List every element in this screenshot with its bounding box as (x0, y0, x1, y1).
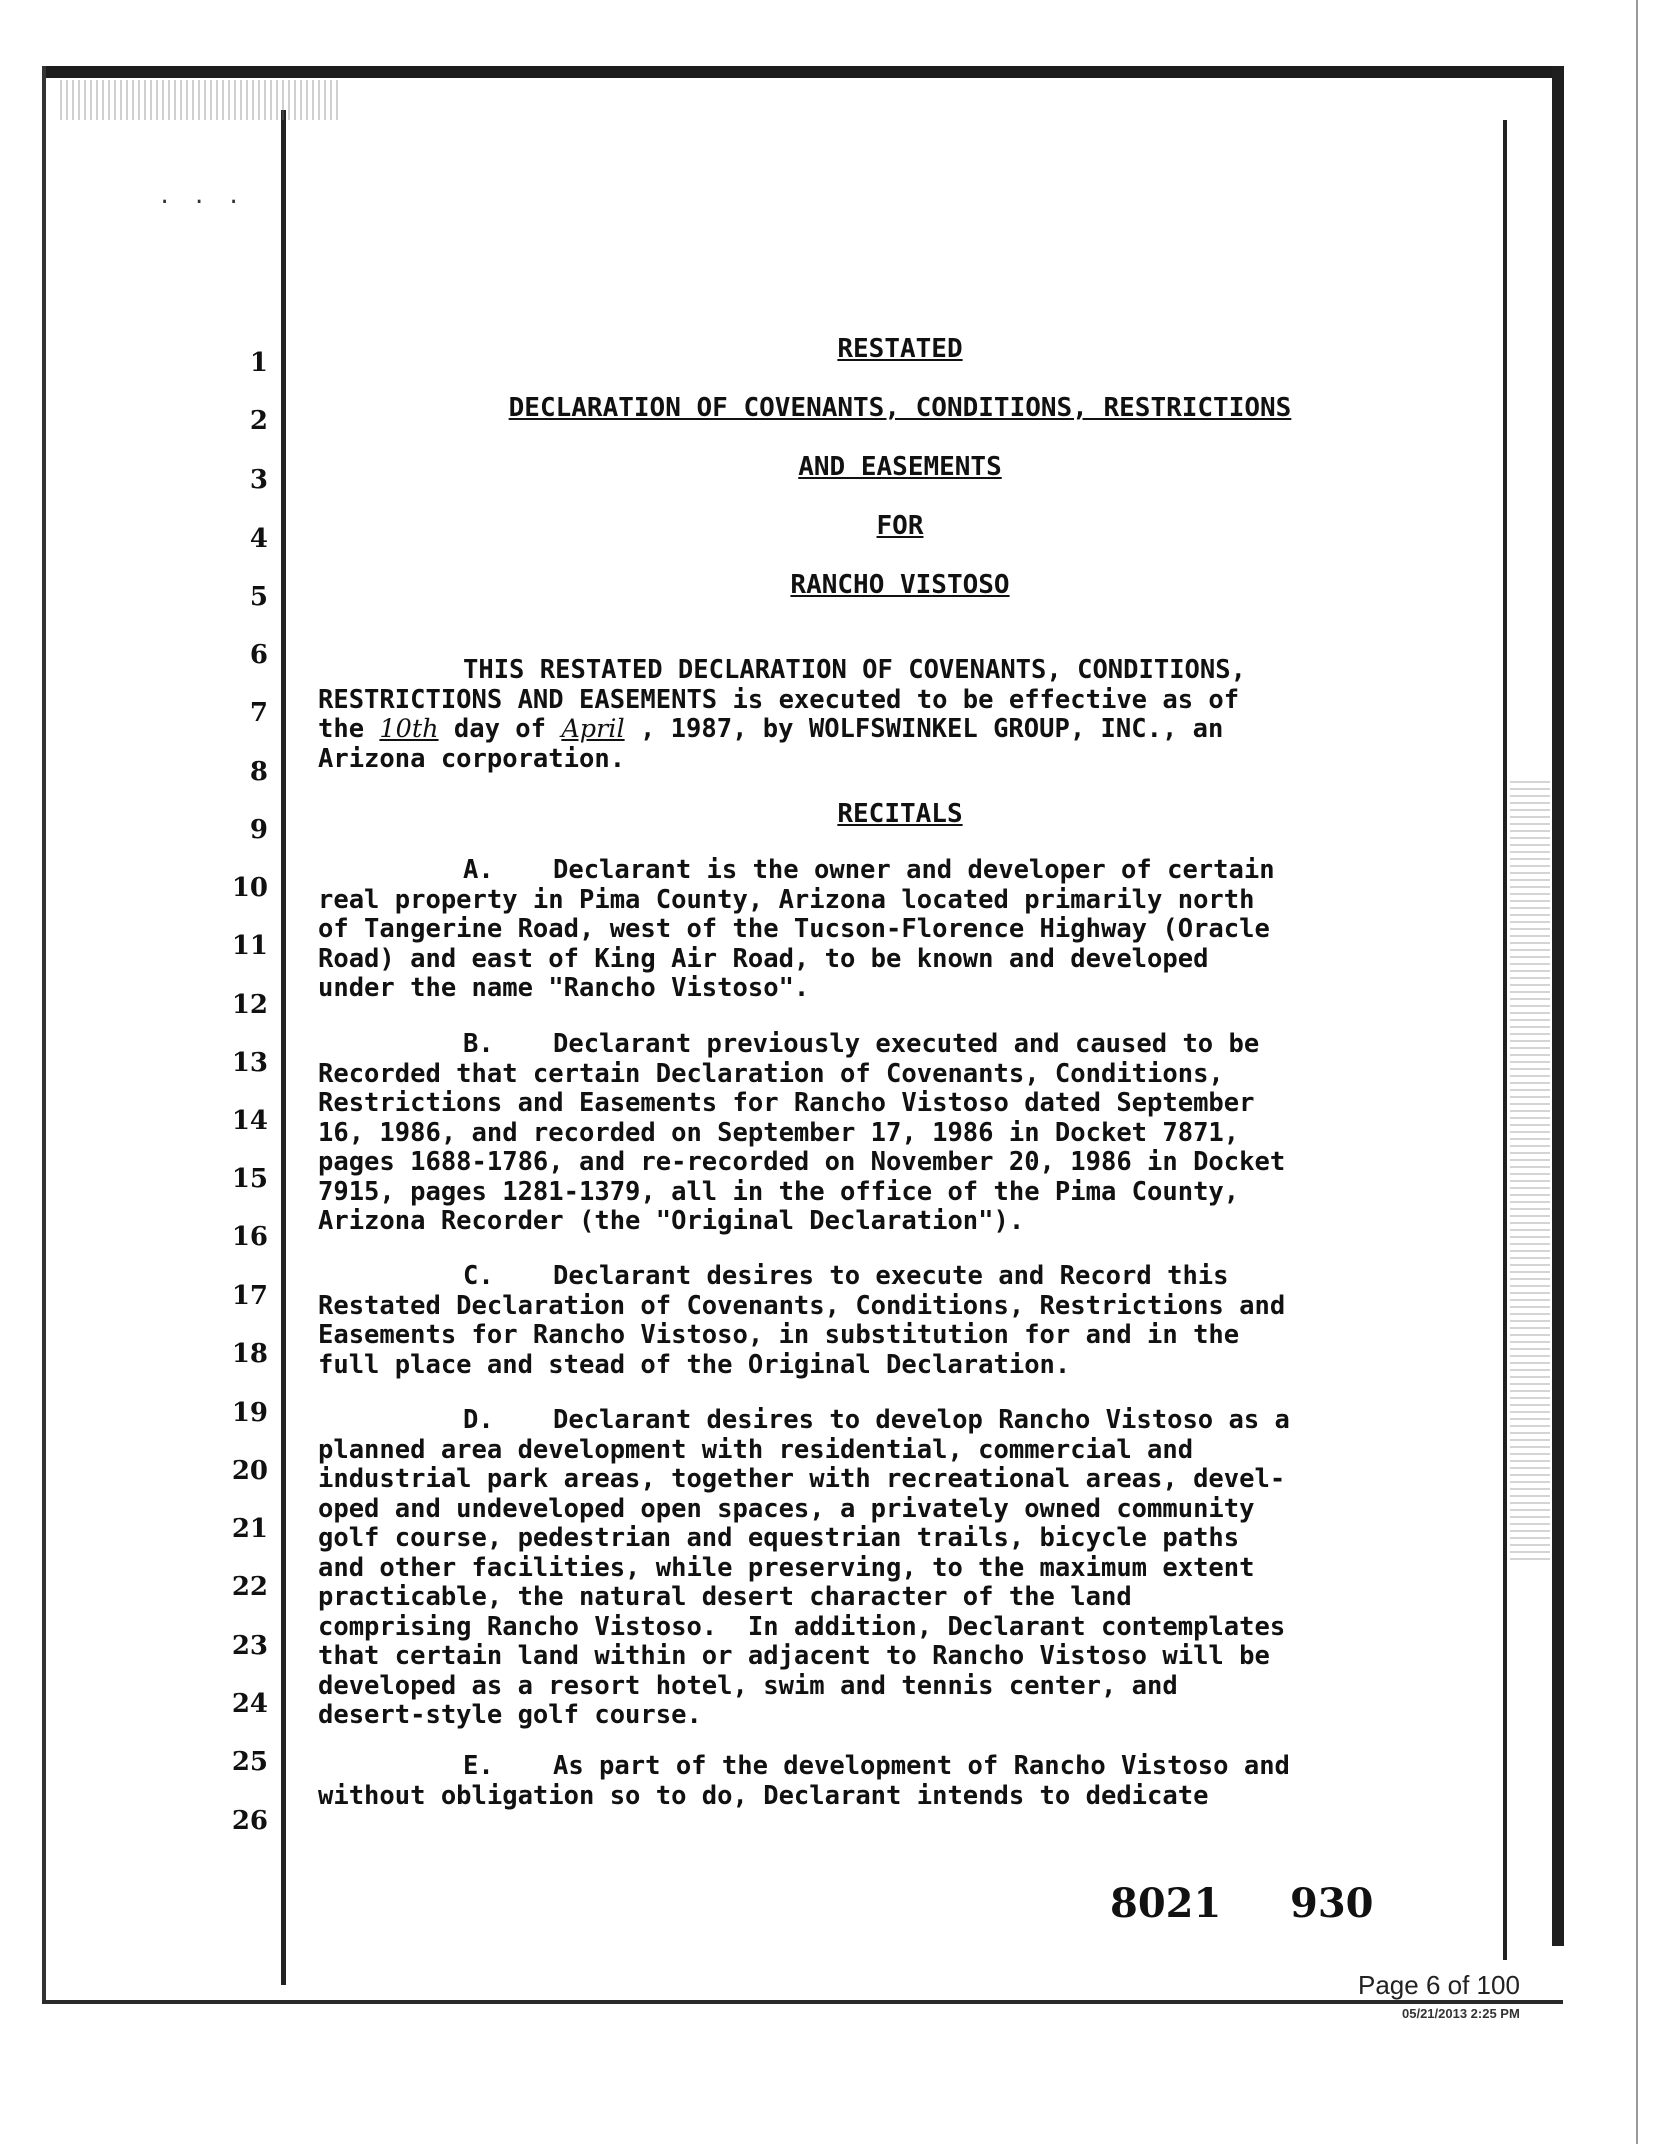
line-number: 6 (249, 640, 268, 670)
right-margin-rule (1503, 120, 1507, 1960)
line-number: 15 (231, 1164, 268, 1194)
line-number: 11 (231, 931, 268, 961)
intro-text-start: THIS RESTATED DECLARATION OF COVENANTS, CONDITIONS, RESTRICTIONS AND EASEMENTS is executed to be effective as of the (318, 655, 1246, 744)
handwritten-day: 10th (379, 714, 439, 744)
line-number: 10 (231, 873, 268, 903)
line-number: 13 (231, 1048, 268, 1078)
scan-specks: · · · (158, 190, 245, 215)
line-number: 17 (231, 1281, 268, 1311)
line-number: 26 (231, 1806, 268, 1836)
line-number: 7 (249, 698, 268, 728)
recital-text: As part of the development of Rancho Vistoso and without obligation so to do, Declarant intends to dedicate (318, 1751, 1290, 1811)
document-title-restated: RESTATED (837, 334, 963, 364)
scan-frame-left (42, 66, 46, 2004)
line-number: 22 (231, 1572, 268, 1602)
recital-text: Declarant previously executed and caused to be Recorded that certain Declaration of Covenants, Conditions, Restrictions and Easements for Rancho Vistoso dated September 16, 1986, and recorded on September 17, 1986 in Docket 7871, pages 1688-1786, and re-recorded on November 20, 1986 in Docket 7915, pages 1281-1379, all in the office of the Pima County, Arizona Recorder (the "Original Declaration"). (318, 1029, 1286, 1236)
scan-frame-top (42, 66, 1563, 78)
intro-text-end: , 1987, by WOLFSWINKEL GROUP, INC., an Arizona corporation. (318, 714, 1224, 774)
line-number: 18 (231, 1339, 268, 1369)
intro-paragraph (318, 656, 1458, 774)
line-number: 21 (231, 1514, 268, 1544)
recital-paragraph-b (318, 1030, 1458, 1237)
line-number: 1 (249, 348, 268, 378)
recital-paragraph-d (318, 1406, 1458, 1731)
recital-paragraph-e (318, 1752, 1458, 1811)
line-number: 25 (231, 1747, 268, 1777)
recital-paragraph-c (318, 1262, 1458, 1380)
line-number-rule (281, 110, 286, 1985)
docket-number: 8021 (1110, 1880, 1222, 1927)
line-number: 19 (231, 1398, 268, 1428)
handwritten-month: April (561, 714, 625, 744)
line-number: 24 (231, 1689, 268, 1719)
recital-marker: B. (463, 1029, 494, 1059)
recital-marker: D. (463, 1405, 494, 1435)
recital-text: Declarant is the owner and developer of certain real property in Pima County, Arizona located primarily north of Tangerine Road, west of the Tucson-Florence Highway (Oracle Road) and east of King Air Road, to be known and developed under the name "Rancho Vistoso". (318, 855, 1275, 1003)
document-title-for: FOR (876, 511, 924, 541)
line-number: 3 (249, 465, 268, 495)
line-number: 16 (231, 1222, 268, 1252)
line-number: 2 (249, 406, 268, 436)
recital-marker: C. (463, 1261, 494, 1291)
page-indicator: Page 6 of 100 (1358, 1970, 1520, 2000)
page-edge-rule (1636, 0, 1638, 2144)
line-number: 9 (249, 815, 268, 845)
line-number: 5 (249, 582, 268, 612)
line-number: 23 (231, 1631, 268, 1661)
scan-noise-right (1510, 780, 1550, 1560)
recitals-heading: RECITALS (837, 799, 963, 829)
scan-frame-right (1552, 66, 1564, 1946)
scan-frame-bottom (42, 2000, 1563, 2004)
line-number: 12 (231, 990, 268, 1020)
recital-paragraph-a (318, 856, 1458, 1004)
line-number: 4 (249, 524, 268, 554)
recital-text: Declarant desires to execute and Record this Restated Declaration of Covenants, Conditions, Restrictions and Easements for Rancho Vistoso, in substitution for and in the full place and stead of the Original Declaration. (318, 1261, 1286, 1380)
document-title-declaration: DECLARATION OF COVENANTS, CONDITIONS, RESTRICTIONS (508, 393, 1292, 423)
document-title-easements: AND EASEMENTS (798, 452, 1002, 482)
line-number: 20 (231, 1456, 268, 1486)
recital-marker: A. (463, 855, 494, 885)
recital-text: Declarant desires to develop Rancho Vistoso as a planned area development with residential, commercial and industrial park areas, together with recreational areas, devel- oped and undeveloped open spaces, a privately owned community golf course, pedestrian and equestrian trails, bicycle paths and other facilities, while preserving, to the maximum extent practicable, the natural desert character of the land comprising Rancho Vistoso. In addition, Declarant contemplates that certain land within or adjacent to Rancho Vistoso will be developed as a resort hotel, swim and tennis center, and desert-style golf course. (318, 1405, 1290, 1730)
docket-page-number: 930 (1290, 1880, 1374, 1927)
print-timestamp: 05/21/2013 2:25 PM (1402, 2006, 1520, 2021)
line-number: 8 (249, 757, 268, 787)
recital-marker: E. (463, 1751, 494, 1781)
intro-text-mid: day of (438, 714, 562, 744)
document-title-rancho-vistoso: RANCHO VISTOSO (790, 570, 1010, 600)
scan-noise-top (60, 80, 340, 120)
line-number: 14 (231, 1106, 268, 1136)
